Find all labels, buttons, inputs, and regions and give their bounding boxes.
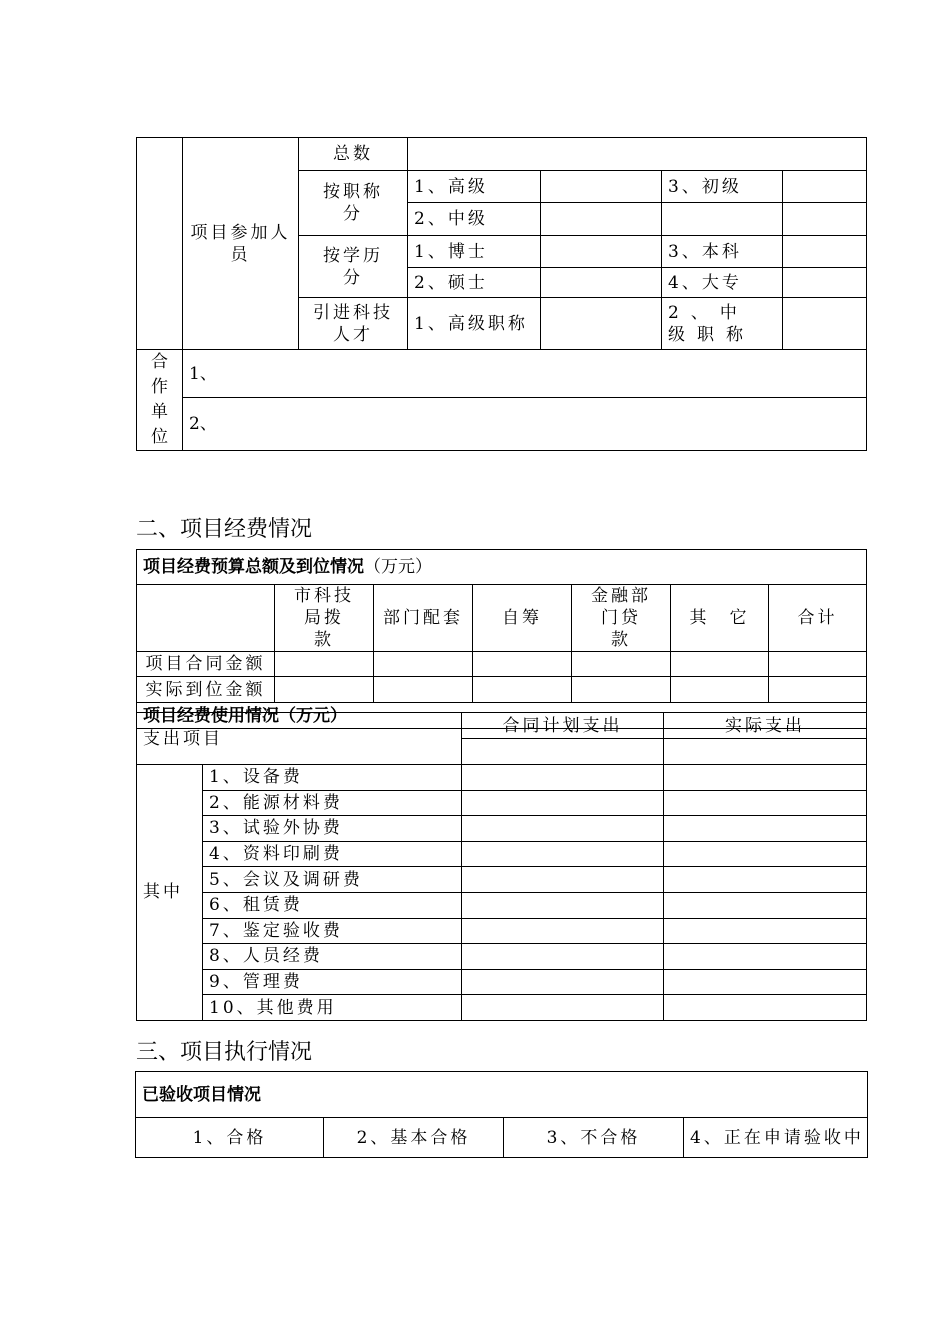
status-unqualified[interactable]: 3、不合格 [504,1118,684,1158]
talent-label: 引进科技人才 [299,298,408,350]
usage-cell[interactable] [664,918,867,944]
personnel-label: 项目参加人 员 [183,138,299,350]
title-junior: 3、初级 [662,171,783,203]
expense-item: 4、资料印刷费 [203,841,462,867]
expense-label: 支出项目 [137,713,462,765]
usage-cell[interactable] [664,739,867,765]
budget-cell[interactable] [572,677,671,703]
cooperation-item-2[interactable]: 2、 [183,398,867,451]
usage-table [136,712,867,1021]
empty-cell [137,585,275,652]
empty-cell [783,203,867,236]
col-other: 其 它 [671,585,769,652]
section2-title: 二、项目经费情况 [136,517,313,542]
status-qualified[interactable]: 1、合格 [136,1118,324,1158]
usage-cell[interactable] [664,867,867,893]
row-actual-amount: 实际到位金额 [137,677,275,703]
usage-cell[interactable] [462,841,664,867]
by-title-label: 按职称分 [299,171,408,236]
edu-master-value[interactable] [541,268,662,298]
budget-table [136,549,867,729]
usage-title: 项目经费使用情况（万元） [137,703,867,729]
row-contract-amount: 项目合同金额 [137,652,275,677]
by-edu-label: 按学历分 [299,236,408,298]
budget-cell[interactable] [473,677,572,703]
edu-college-value[interactable] [783,268,867,298]
usage-cell[interactable] [664,816,867,842]
status-basically-qualified[interactable]: 2、基本合格 [324,1118,504,1158]
edu-doctor-value[interactable] [541,236,662,268]
col-self-raised: 自筹 [473,585,572,652]
budget-cell[interactable] [769,677,867,703]
budget-unit: （万元） [364,557,432,577]
expense-item: 9、管理费 [203,969,462,995]
section3-title: 三、项目执行情况 [136,1040,313,1065]
col-bank-loan: 金融部门贷 款 [572,585,671,652]
edu-master: 2、硕士 [408,268,541,298]
expense-item: 7、鉴定验收费 [203,918,462,944]
usage-cell[interactable] [462,969,664,995]
expense-item: 2、能源材料费 [203,790,462,816]
usage-cell[interactable] [664,765,867,791]
title-middle: 2、中级 [408,203,541,236]
execution-title: 已验收项目情况 [136,1072,868,1118]
expense-item: 1、设备费 [203,765,462,791]
budget-cell[interactable] [671,677,769,703]
budget-cell[interactable] [275,652,374,677]
empty-cell [137,138,183,350]
budget-cell[interactable] [374,677,473,703]
title-middle-value[interactable] [541,203,662,236]
col-department: 部门配套 [374,585,473,652]
actual-label: 实际支出 [664,713,867,739]
edu-college: 4、大专 [662,268,783,298]
expense-item: 10、其他费用 [203,995,462,1021]
expense-item: 6、租赁费 [203,892,462,918]
usage-cell[interactable] [462,867,664,893]
talent-senior: 1、高级职称 [408,298,541,350]
usage-cell[interactable] [462,892,664,918]
usage-cell[interactable] [664,790,867,816]
talent-middle: 2、中级职称 [662,298,783,350]
edu-doctor: 1、博士 [408,236,541,268]
usage-cell[interactable] [664,995,867,1021]
usage-cell[interactable] [664,841,867,867]
usage-cell[interactable] [462,918,664,944]
usage-cell[interactable] [462,816,664,842]
budget-cell[interactable] [769,652,867,677]
group-label: 其中 [137,765,203,1021]
status-applying[interactable]: 4、正在申请验收中 [684,1118,868,1158]
empty-cell [662,203,783,236]
cooperation-label: 合作单位 [137,350,183,451]
title-senior-value[interactable] [541,171,662,203]
edu-bachelor: 3、本科 [662,236,783,268]
usage-cell[interactable] [664,892,867,918]
usage-cell[interactable] [664,944,867,970]
budget-cell[interactable] [572,652,671,677]
cooperation-item-1[interactable]: 1、 [183,350,867,398]
expense-item: 3、试验外协费 [203,816,462,842]
budget-title-row [137,550,867,585]
personnel-table [136,137,867,451]
usage-cell[interactable] [462,790,664,816]
execution-table [135,1071,868,1158]
usage-cell[interactable] [462,995,664,1021]
usage-cell[interactable] [462,739,664,765]
edu-bachelor-value[interactable] [783,236,867,268]
budget-cell[interactable] [374,652,473,677]
talent-middle-value[interactable] [783,298,867,350]
budget-cell[interactable] [473,652,572,677]
title-junior-value[interactable] [783,171,867,203]
col-total: 合计 [769,585,867,652]
plan-label: 合同计划支出 [462,713,664,739]
budget-title: 项目经费预算总额及到位情况 [143,557,364,577]
title-senior: 1、高级 [408,171,541,203]
talent-senior-value[interactable] [541,298,662,350]
usage-cell[interactable] [462,765,664,791]
expense-item: 5、会议及调研费 [203,867,462,893]
col-city-bureau: 市科技局拨 款 [275,585,374,652]
usage-cell[interactable] [462,944,664,970]
budget-cell[interactable] [671,652,769,677]
total-value[interactable] [408,138,867,171]
total-label: 总数 [299,138,408,171]
budget-cell[interactable] [275,677,374,703]
usage-cell[interactable] [664,969,867,995]
expense-item: 8、人员经费 [203,944,462,970]
